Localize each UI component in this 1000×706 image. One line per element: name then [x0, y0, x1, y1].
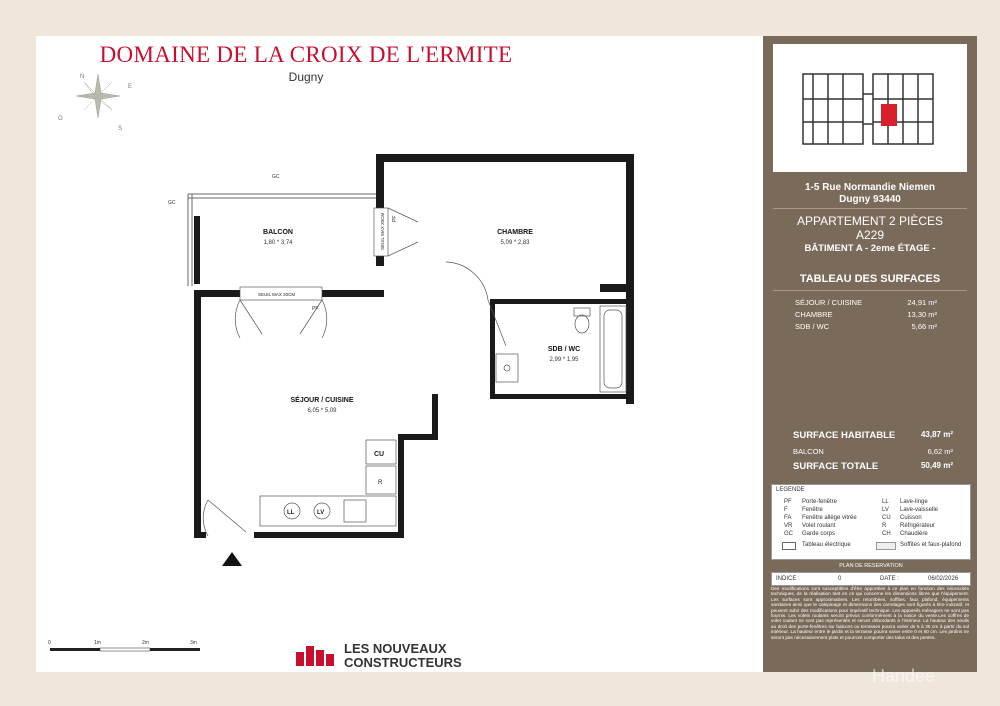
- chambre-name: CHAMBRE: [497, 229, 533, 236]
- address: [763, 182, 977, 206]
- sejour-name: SÉJOUR / CUISINE: [290, 397, 354, 404]
- legend-box: LEGENDE PF Porte-fenêtre F Fenêtre FA Fenêtre allège vitrée VR Volet roulant GC Garde corps LL Lave-linge LV Lave-vaisselle CU Cuisson R Réfrigérateur CH Chaudière Tableau électrique Soffites et faux-plafond: [771, 484, 971, 560]
- balcon-row: BALCON 6,62 m²: [793, 447, 953, 456]
- brand-line1: LES NOUVEAUX: [344, 641, 447, 656]
- entrance-arrow-icon: [222, 552, 242, 566]
- seuil-h-label: SEUIL MAX 20CM: [258, 292, 296, 297]
- apartment-id: A229: [855, 228, 885, 242]
- cu-label: CU: [374, 451, 385, 458]
- surface-row: CHAMBRE 13,30 m²: [795, 310, 937, 319]
- balcon-name: BALCON: [263, 229, 293, 236]
- compass-rose-icon: [58, 74, 132, 132]
- compass-s: S: [118, 126, 123, 132]
- lv-label: LV: [317, 510, 325, 516]
- floor-plan: [36, 36, 763, 672]
- ll-label: LL: [287, 510, 295, 516]
- brand-line2: CONSTRUCTEURS: [344, 655, 462, 670]
- watermark: Handee: [872, 666, 936, 686]
- door-swings: [203, 208, 506, 536]
- sejour-dims: 6,05 * 5,09: [307, 408, 337, 414]
- scale-0: 0: [48, 640, 51, 646]
- surfaces-table-title: TABLEAU DES SURFACES: [799, 273, 941, 285]
- divider: [773, 208, 967, 209]
- gc-top-label: GC: [272, 174, 280, 180]
- soffites-icon: [876, 542, 896, 550]
- compass-o: O: [58, 116, 63, 122]
- page-title: DOMAINE DE LA CROIX DE L'ERMITE: [99, 42, 513, 67]
- key-plan-image: [773, 44, 967, 172]
- surface-row: SDB / WC 5,66 m²: [795, 322, 937, 331]
- gc-left-label: GC: [168, 200, 176, 206]
- building-floor: BÂTIMENT A - 2eme ÉTAGE -: [804, 243, 936, 254]
- page-subtitle: Dugny: [288, 70, 324, 84]
- key-plan-highlight: [881, 104, 897, 126]
- plan-sheet: [36, 36, 763, 672]
- scale-bar: [48, 640, 200, 651]
- tableau-electrique-icon: [782, 542, 796, 550]
- reservation-title: PLAN DE RESERVATION: [839, 563, 903, 569]
- pf-balcon-label: PF: [392, 215, 398, 222]
- address-line1: 1-5 Rue Normandie Niemen: [804, 182, 936, 193]
- scale-2: 2m: [142, 640, 149, 646]
- address-line2: Dugny 93440: [839, 194, 901, 205]
- surface-habitable-row: SURFACE HABITABLE 43,87 m²: [793, 430, 953, 441]
- brand-logo: [294, 640, 494, 670]
- balcon-dims: 1,80 * 3,74: [263, 240, 293, 246]
- surface-row: SÉJOUR / CUISINE 24,91 m²: [795, 298, 937, 307]
- scale-3: 3m: [190, 640, 197, 646]
- chambre-dims: 5,09 * 2,83: [500, 240, 530, 246]
- disclaimer-text: Des modifications sont susceptibles d'être apportées à ce plan en fonction des nécessités techniques, de la réalisation tant en ce qui concerne les dimensions libres que l'équipement. Les surfaces sont approximatives. Les retombées, soffites, faux plafond, équipements sanitaires ainsi que le calepinage et dimensions des carrelages sont figurés à titre indicatif, et peuvent subir des modifications pour impératif technique. Les appareils ménagers ne sont pas fournis. Les volets roulants seront prévus conformément à la notice du vente.Les coffres de volet roulant ne sont pas représentés et seront débordants à l'intérieur. La hauteur des seuils au droit des porte-fenêtres sur balcons ou terrasses pourra varier de 5 à 35 cm à partir du sol intérieur. La hauteur entre le jardin et la terrasse pourra varier entre 0 et 60 cm. Les jardins ne seront pas nécessairement plats et pourront comporter des talus et des pentes.: [771, 586, 969, 640]
- apartment-block: [763, 214, 977, 256]
- apartment-type: APPARTEMENT 2 PIÈCES: [796, 214, 944, 228]
- pf-label: PF: [312, 306, 319, 312]
- sdb-dims: 2,99 * 1,95: [549, 357, 579, 363]
- info-sidebar: [763, 36, 977, 672]
- divider: [773, 290, 967, 291]
- sdb-name: SDB / WC: [547, 346, 581, 353]
- legend-title: LEGENDE: [776, 487, 805, 493]
- seuil-v-label: SEUIL MAX 20CM: [380, 212, 385, 250]
- surface-totale-row: SURFACE TOTALE 50,49 m²: [793, 461, 953, 472]
- compass-e: E: [128, 84, 133, 90]
- brand-logo-icon: [296, 646, 334, 666]
- r-label: R: [378, 480, 383, 486]
- scale-1: 1m: [94, 640, 101, 646]
- compass-n: N: [80, 74, 85, 80]
- reservation-box: PLAN DE RESERVATION INDICE : 0 DATE : 06/02/2026: [771, 572, 971, 586]
